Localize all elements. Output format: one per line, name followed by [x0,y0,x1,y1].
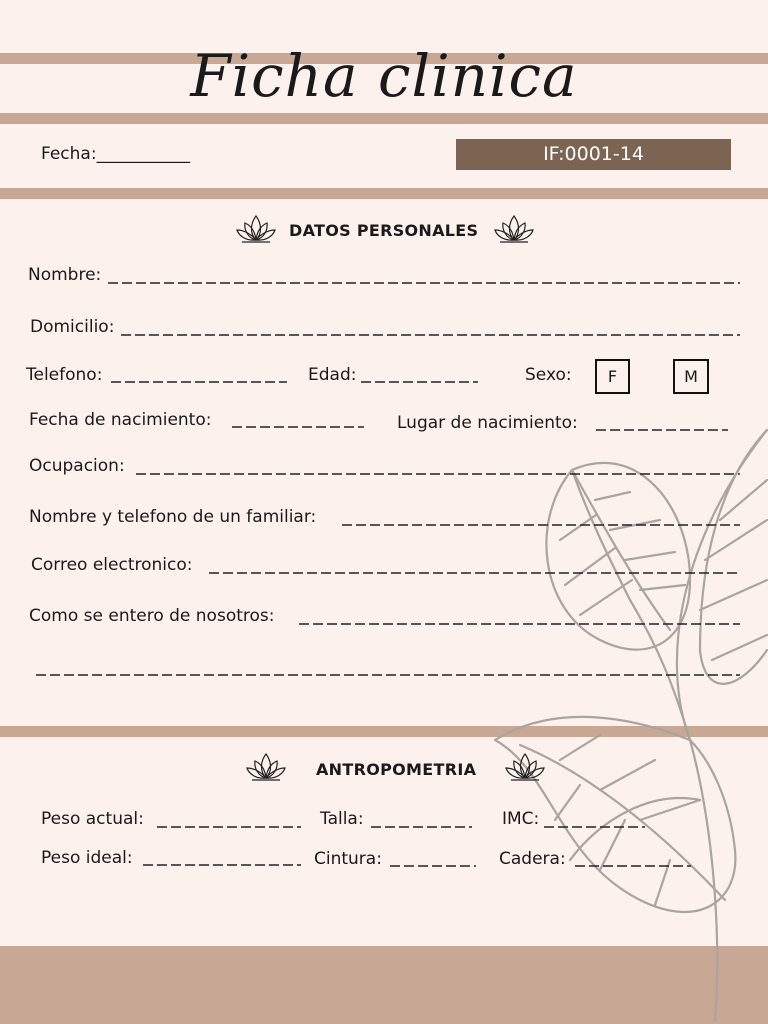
sexo-label: Sexo: [525,365,572,385]
sexo-m-checkbox[interactable]: M [673,359,709,394]
lugar-nacimiento-line[interactable] [596,428,728,432]
fecha-label: Fecha: [41,144,97,164]
page-title: Ficha clinica [190,42,578,110]
lotus-icon [505,752,545,782]
peso-ideal-label: Peso ideal: [41,848,133,868]
familiar-line[interactable] [342,523,740,527]
lotus-icon [236,214,276,244]
familiar-label: Nombre y telefono de un familiar: [29,507,317,527]
imc-label: IMC: [502,809,540,829]
cintura-line[interactable] [390,864,476,868]
talla-line[interactable] [371,825,472,829]
lotus-icon [246,752,286,782]
correo-line[interactable] [209,571,740,575]
ocupacion-line[interactable] [136,472,740,476]
fecha-nacimiento-line[interactable] [232,425,364,429]
domicilio-label: Domicilio: [30,317,115,337]
nombre-line[interactable] [108,281,740,285]
ocupacion-label: Ocupacion: [29,456,125,476]
correo-label: Correo electronico: [31,555,193,575]
cintura-label: Cintura: [314,849,382,869]
record-id-badge: IF:0001-14 [456,139,731,170]
fecha-nacimiento-label: Fecha de nacimiento: [29,410,212,430]
peso-ideal-line[interactable] [143,863,301,867]
edad-label: Edad: [308,365,357,385]
fecha-field[interactable] [41,143,190,165]
cadera-label: Cadera: [499,849,566,869]
sexo-f-checkbox[interactable]: F [595,359,630,394]
section-heading-datos: DATOS PERSONALES [289,221,479,240]
peso-actual-line[interactable] [157,825,301,829]
nombre-label: Nombre: [28,265,102,285]
lotus-icon [494,214,534,244]
section-heading-antropometria: ANTROPOMETRIA [316,760,477,779]
telefono-line[interactable] [111,380,287,384]
lugar-nacimiento-label: Lugar de nacimiento: [397,413,578,433]
cadera-line[interactable] [575,864,691,868]
como-se-entero-line-2[interactable] [36,673,740,677]
edad-line[interactable] [361,380,478,384]
como-se-entero-line[interactable] [299,622,740,626]
telefono-label: Telefono: [26,365,103,385]
talla-label: Talla: [320,809,364,829]
como-se-entero-label: Como se entero de nosotros: [29,606,275,626]
domicilio-line[interactable] [121,333,740,337]
fecha-line: ___________ [96,144,191,164]
peso-actual-label: Peso actual: [41,809,144,829]
imc-line[interactable] [544,825,645,829]
